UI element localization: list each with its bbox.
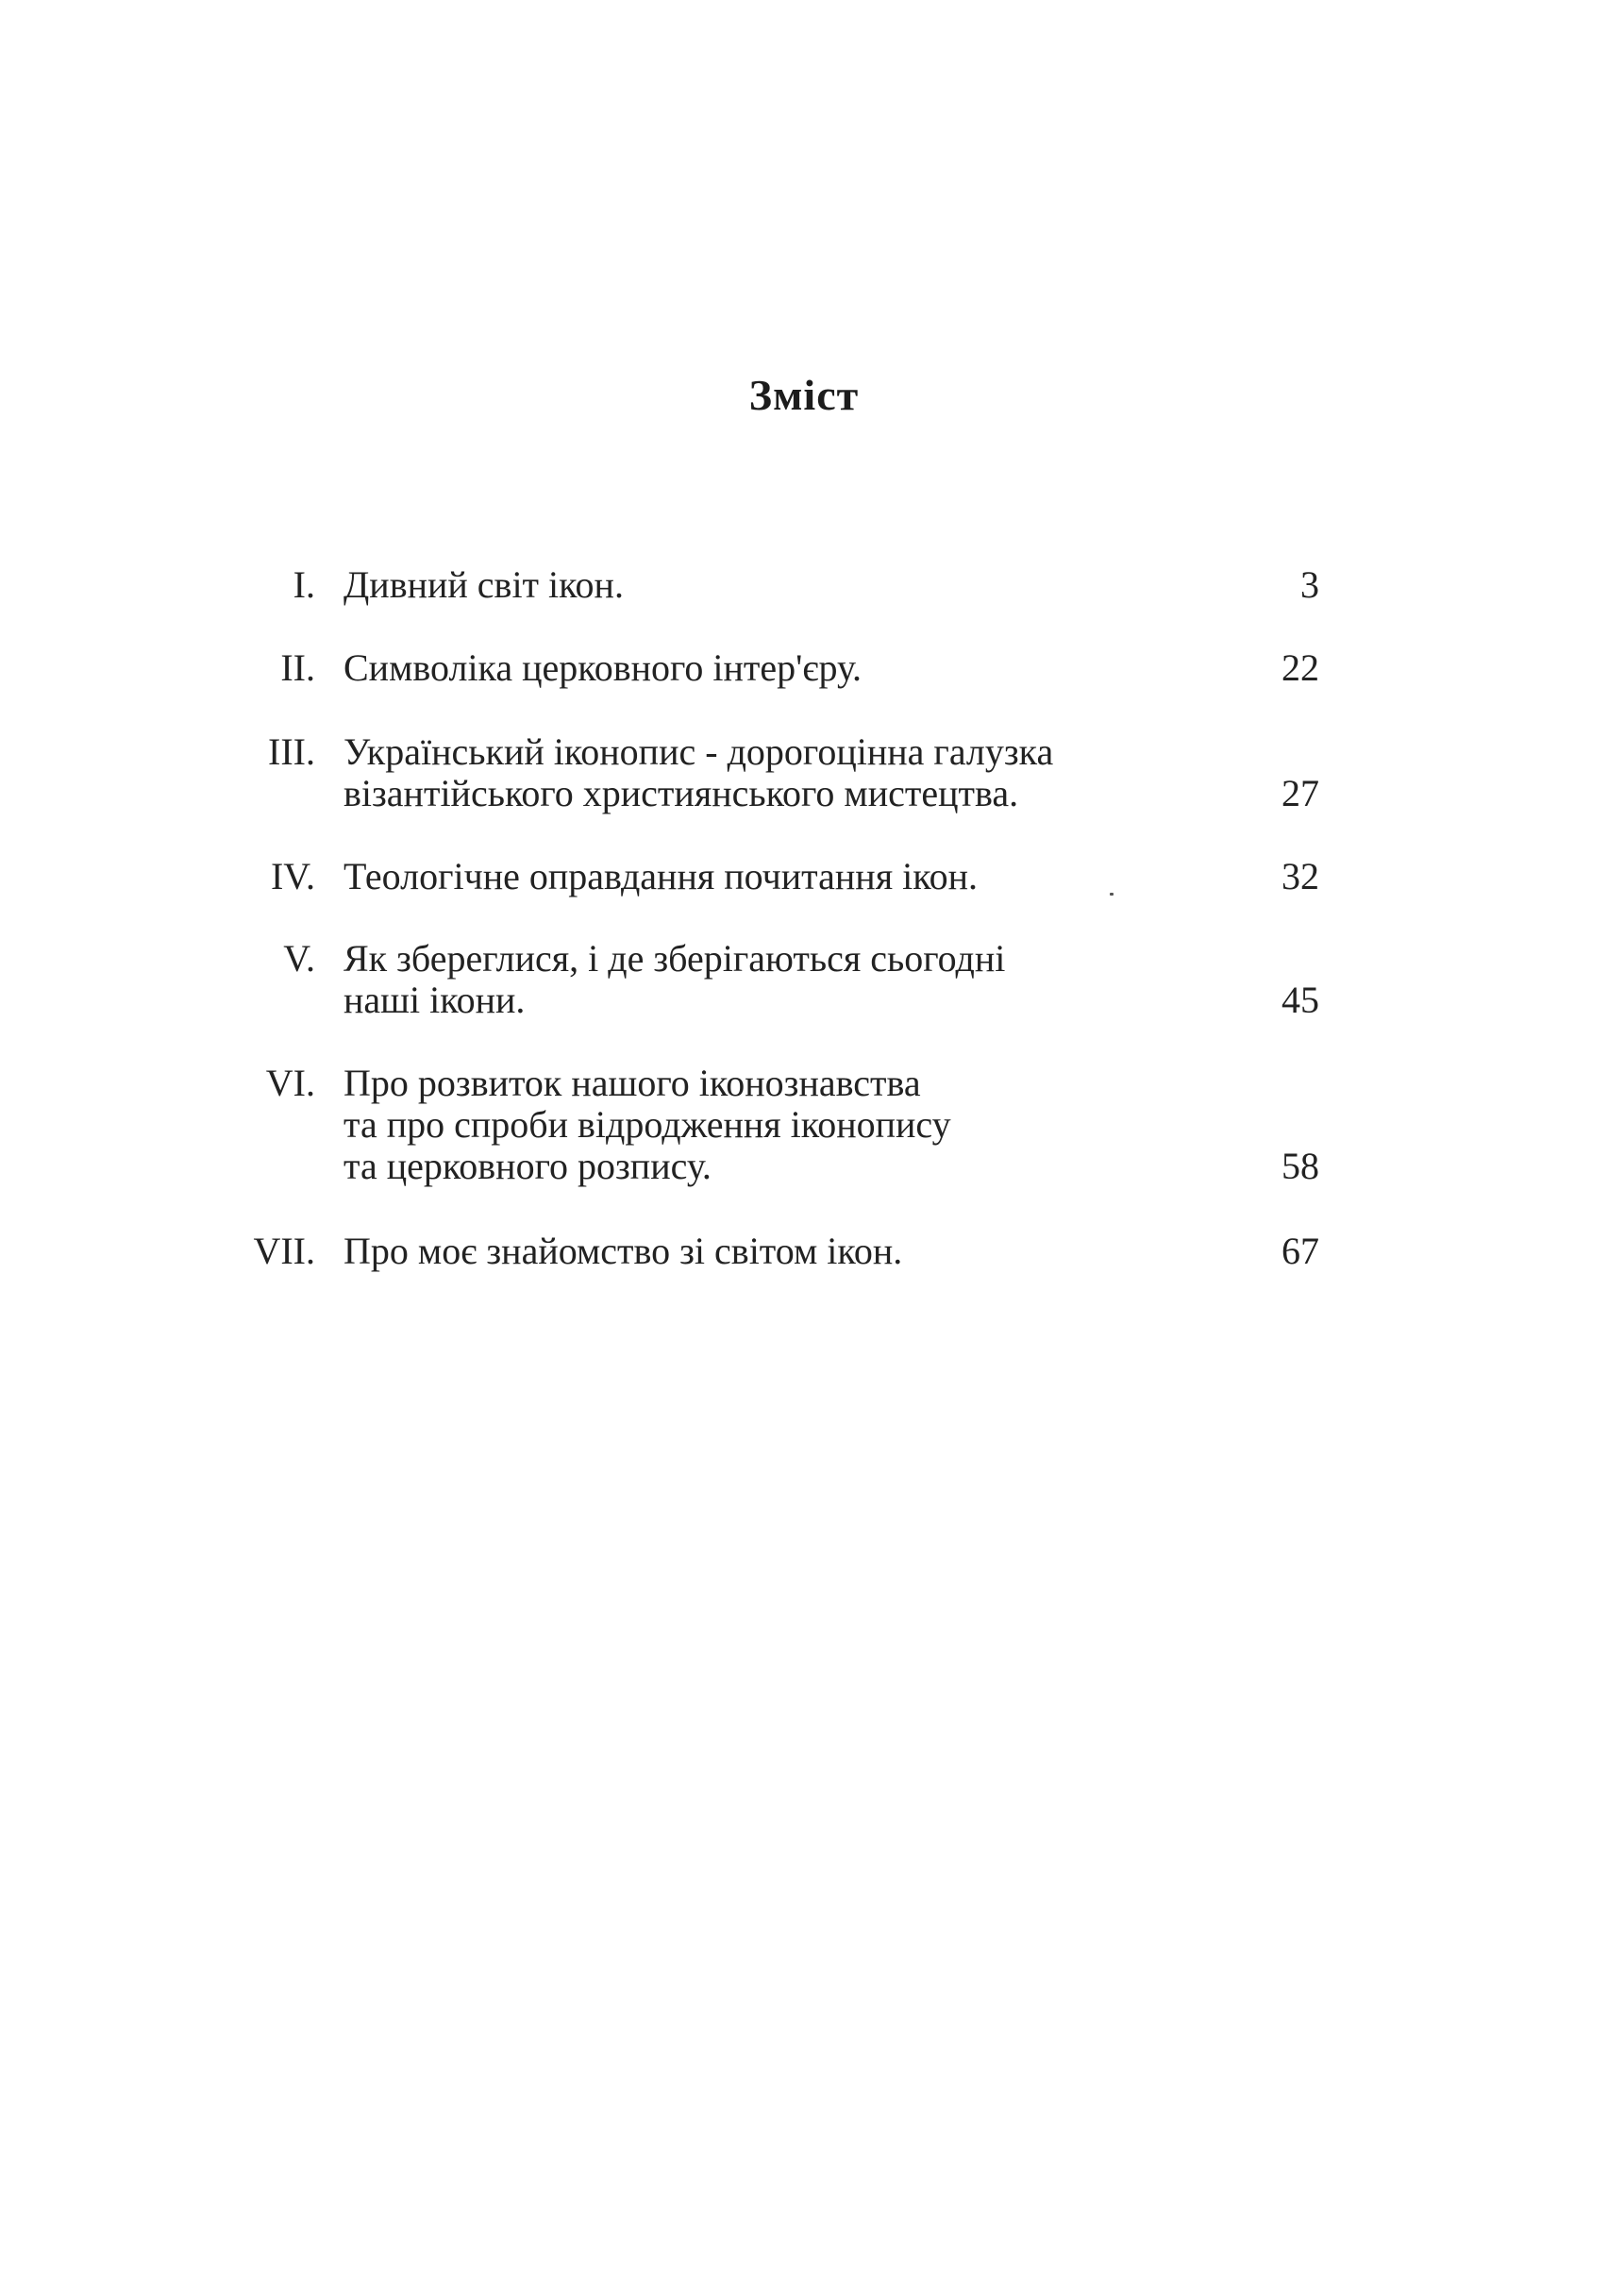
toc-entry-title-line: Український іконопис - дорогоцінна галузка <box>343 730 1054 773</box>
toc-entry-page-number: 45 <box>1281 979 1319 1021</box>
page-title: Зміст <box>748 371 860 419</box>
toc-entry-page-number: 58 <box>1281 1145 1319 1187</box>
toc-entry-title-line: та церковного розпису. <box>343 1145 712 1187</box>
toc-entry-title-line: Символіка церковного інтер'єру. <box>343 646 863 689</box>
toc-entry-numeral: III. <box>268 730 315 773</box>
toc-entry-title-line: Про розвиток нашого іконознавства <box>343 1062 921 1104</box>
toc-entry-numeral: I. <box>293 563 315 606</box>
toc-entry-page-number: 3 <box>1300 563 1319 606</box>
toc-entry-page-number: 32 <box>1281 855 1319 897</box>
toc-entry-numeral: V. <box>283 937 315 980</box>
toc-entry-title-line: візантійського християнського мистецтва. <box>343 772 1019 814</box>
toc-entry-title-line: Про моє знайомство зі світом ікон. <box>343 1230 903 1272</box>
toc-entry-numeral: VII. <box>253 1230 315 1272</box>
toc-entry-title <box>343 1063 1287 1187</box>
toc-entry-title-line: наші ікони. <box>343 979 526 1021</box>
toc-entry-title <box>343 856 1287 897</box>
toc-entry-page-number: 27 <box>1281 772 1319 814</box>
toc-entry-numeral: IV. <box>270 855 315 897</box>
scan-speck <box>1110 893 1114 896</box>
toc-entry-page-number: 22 <box>1281 646 1319 689</box>
toc-entry-numeral: II. <box>280 646 315 689</box>
toc-entry-title-line: Дивний світ ікон. <box>343 563 624 606</box>
toc-entry-numeral: VI. <box>265 1062 315 1104</box>
toc-entry-title-line: та про спроби відродження іконопису <box>343 1103 951 1146</box>
toc-entry-title <box>343 564 1287 606</box>
toc-entry-title-line: Як збереглися, і де зберігаються сьогодні <box>343 937 1006 980</box>
toc-entry-title-line: Теологічне оправдання почитання ікон. <box>343 855 979 897</box>
toc-entry-title <box>343 1231 1287 1272</box>
toc-entry-title <box>343 938 1287 1021</box>
toc-entry-title <box>343 731 1287 814</box>
toc-entry-page-number: 67 <box>1281 1230 1319 1272</box>
toc-entry-title <box>343 647 1287 689</box>
